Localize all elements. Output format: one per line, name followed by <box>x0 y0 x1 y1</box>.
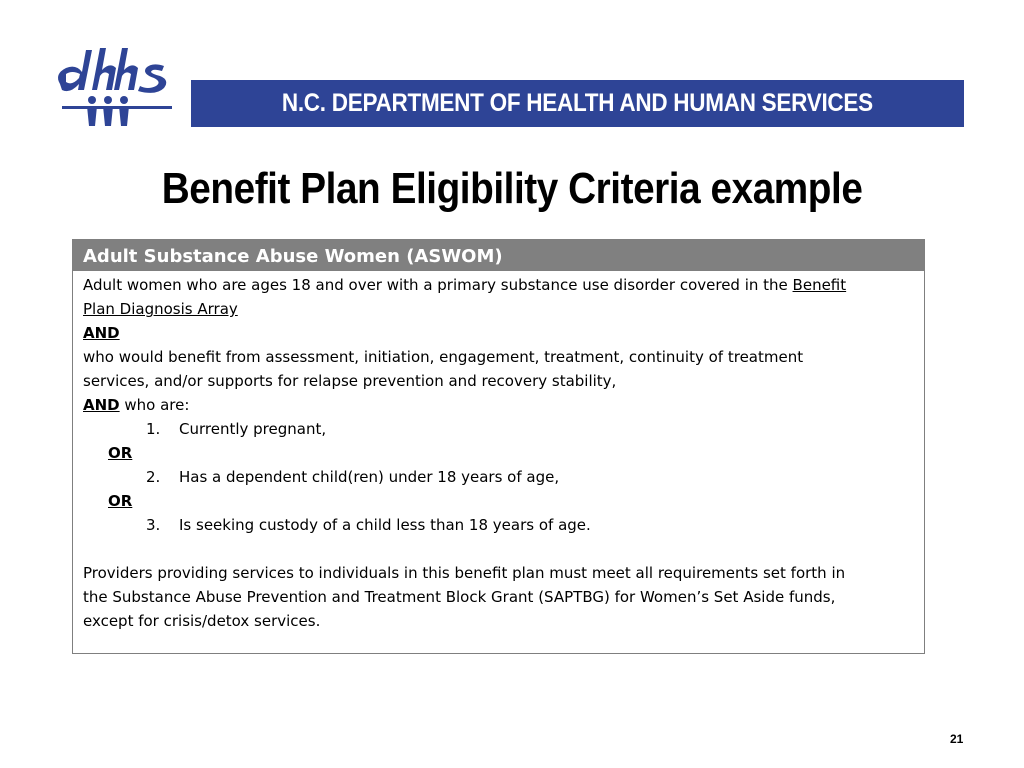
benefit-line-2: services, and/or supports for relapse prevention and recovery stability, <box>83 372 617 390</box>
list-item-number: 2. <box>146 468 161 486</box>
benefit-plan-link-part2[interactable]: Plan Diagnosis Array <box>83 300 238 318</box>
providers-line-1: Providers providing services to individuals in this benefit plan must meet all requirements set forth in <box>83 564 846 582</box>
list-item-text: Is seeking custody of a child less than 18 years of age. <box>179 516 591 534</box>
or-connector-1: OR <box>108 444 133 462</box>
eligibility-criteria-table <box>72 239 925 654</box>
table-body <box>73 271 924 633</box>
page-number: 21 <box>950 732 964 746</box>
who-are-text: who are: <box>119 396 190 414</box>
benefit-line-1: who would benefit from assessment, initiation, engagement, treatment, continuity of treatment <box>83 348 804 366</box>
list-item <box>83 513 914 537</box>
providers-line-2: the Substance Abuse Prevention and Treatment Block Grant (SAPTBG) for Women’s Set Aside funds, <box>83 588 836 606</box>
department-name: N.C. DEPARTMENT OF HEALTH AND HUMAN SERVICES <box>281 89 874 117</box>
list-item-number: 1. <box>146 420 161 438</box>
providers-line-3: except for crisis/detox services. <box>83 612 321 630</box>
list-item-text: Has a dependent child(ren) under 18 years of age, <box>179 468 560 486</box>
list-item-text: Currently pregnant, <box>179 420 327 438</box>
slide-title <box>0 164 1024 214</box>
dhhs-logo <box>52 44 180 130</box>
department-header-bar <box>191 80 964 127</box>
who-are-line <box>83 393 914 417</box>
list-item-number: 3. <box>146 516 161 534</box>
benefit-plan-link-part1[interactable]: Benefit <box>792 276 847 294</box>
list-item <box>83 465 914 489</box>
list-item <box>83 417 914 441</box>
and-connector-1: AND <box>83 324 120 342</box>
table-header: Adult Substance Abuse Women (ASWOM) <box>73 240 924 271</box>
or-connector-2: OR <box>108 492 133 510</box>
and-connector-2: AND <box>83 396 120 414</box>
dhhs-logo-icon <box>52 44 180 130</box>
intro-text: Adult women who are ages 18 and over with a primary substance use disorder covered in the <box>83 276 793 294</box>
spacer <box>83 537 914 561</box>
slide-title-text: Benefit Plan Eligibility Criteria example <box>161 164 863 213</box>
intro-paragraph-cont <box>83 297 914 321</box>
intro-paragraph <box>83 273 914 297</box>
